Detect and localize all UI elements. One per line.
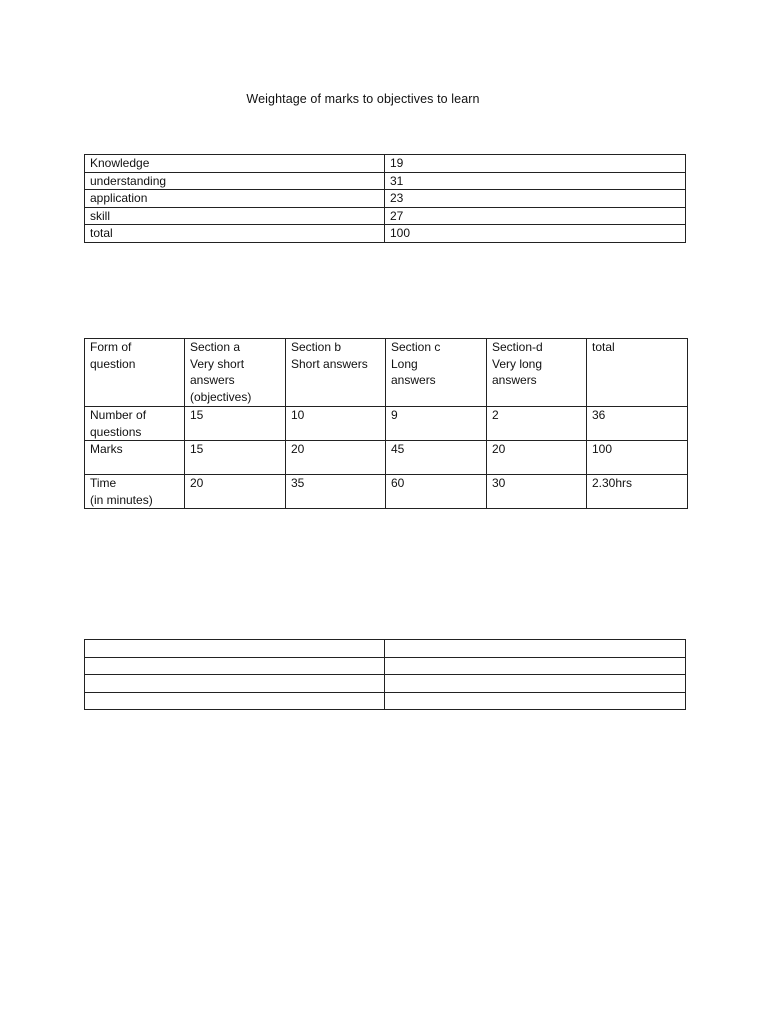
table-cell: 45	[386, 441, 487, 475]
table-row	[85, 407, 688, 441]
row-label-cell: Marks	[85, 441, 185, 475]
objective-marks: 23	[385, 190, 686, 208]
empty-cell	[385, 692, 686, 710]
objective-marks: 100	[385, 225, 686, 243]
objective-label: application	[85, 190, 385, 208]
table-row	[85, 640, 686, 658]
table-cell: 9	[386, 407, 487, 441]
empty-cell	[385, 640, 686, 658]
objective-label: Knowledge	[85, 155, 385, 173]
objective-label: skill	[85, 207, 385, 225]
empty-table	[84, 639, 686, 710]
table-cell: 30	[487, 475, 587, 509]
table-row	[85, 190, 686, 208]
objective-marks: 19	[385, 155, 686, 173]
empty-cell	[85, 692, 385, 710]
table-row	[85, 207, 686, 225]
objective-label: understanding	[85, 172, 385, 190]
empty-cell	[85, 640, 385, 658]
objective-marks: 27	[385, 207, 686, 225]
header-cell: Section a Very short answers (objectives)	[185, 339, 286, 407]
empty-cell	[85, 657, 385, 675]
table-cell: 60	[386, 475, 487, 509]
header-cell: total	[587, 339, 688, 407]
header-cell: Section-d Very long answers	[487, 339, 587, 407]
objective-label: total	[85, 225, 385, 243]
table-cell: 2	[487, 407, 587, 441]
table-row	[85, 441, 688, 475]
table-row	[85, 692, 686, 710]
table-cell: 2.30hrs	[587, 475, 688, 509]
table-cell: 15	[185, 441, 286, 475]
table-row	[85, 155, 686, 173]
table-row	[85, 225, 686, 243]
header-cell: Section b Short answers	[286, 339, 386, 407]
table-cell: 15	[185, 407, 286, 441]
question-form-table	[84, 338, 688, 509]
page-title: Weightage of marks to objectives to learn	[246, 92, 480, 106]
empty-cell	[85, 675, 385, 693]
table-row	[85, 657, 686, 675]
objective-marks: 31	[385, 172, 686, 190]
header-cell: Form of question	[85, 339, 185, 407]
table-row	[85, 675, 686, 693]
table-cell: 35	[286, 475, 386, 509]
empty-cell	[385, 675, 686, 693]
objectives-weightage-table	[84, 154, 686, 243]
row-label-cell: Time (in minutes)	[85, 475, 185, 509]
table-row	[85, 172, 686, 190]
empty-cell	[385, 657, 686, 675]
table-cell: 10	[286, 407, 386, 441]
table-cell: 36	[587, 407, 688, 441]
table-cell: 100	[587, 441, 688, 475]
table-header-row	[85, 339, 688, 407]
table-cell: 20	[286, 441, 386, 475]
row-label-cell: Number of questions	[85, 407, 185, 441]
table-cell: 20	[185, 475, 286, 509]
header-cell: Section c Long answers	[386, 339, 487, 407]
table-row	[85, 475, 688, 509]
table-cell: 20	[487, 441, 587, 475]
